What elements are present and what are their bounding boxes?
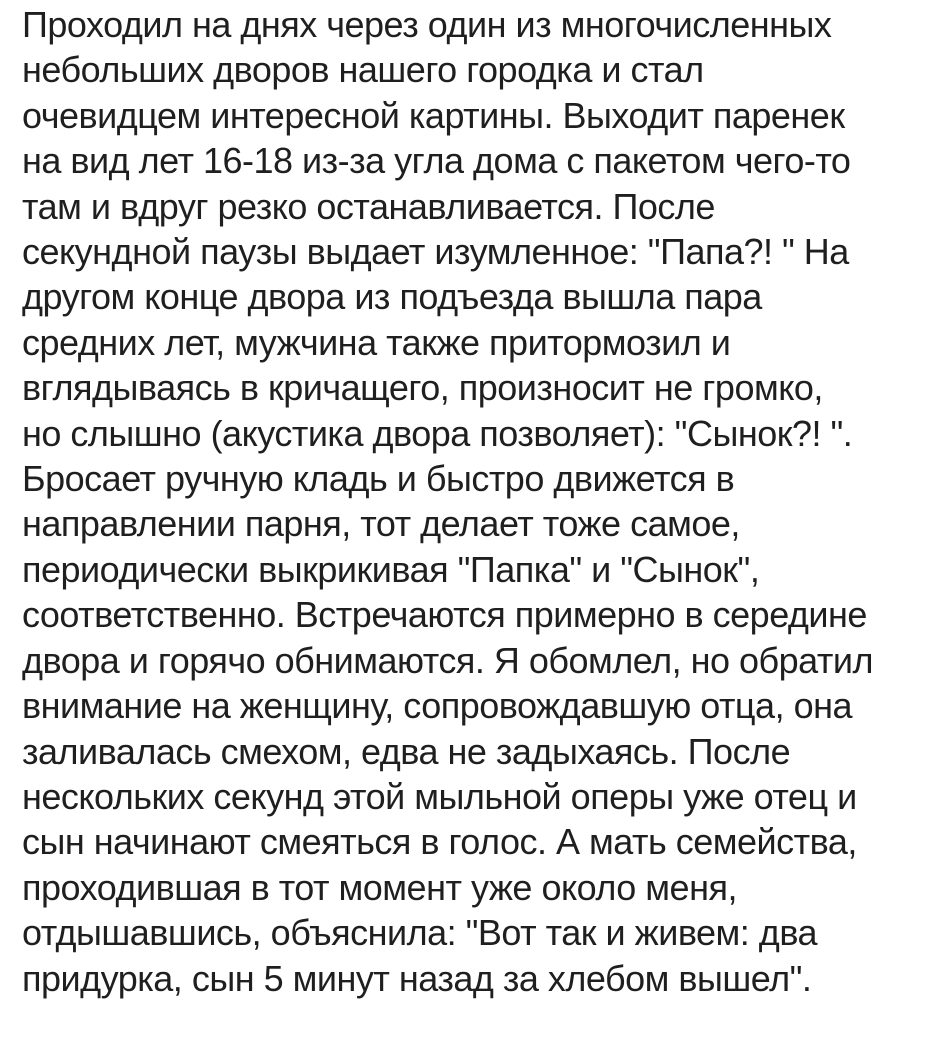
post-text-line: секундной паузы выдает изумленное: "Папа?! " На — [22, 231, 849, 273]
post-text-line: но слышно (акустика двора позволяет): "Сынок?! ". — [22, 412, 853, 454]
post-text-line: заливалась смехом, едва не задыхаясь. После — [22, 730, 791, 772]
post-text-line: придурка, сын 5 минут назад за хлебом вышел". — [22, 957, 812, 999]
post-text-line: очевидцем интересной картины. Выходит паренек — [22, 94, 845, 136]
post-text-line: средних лет, мужчина также притормозил и — [22, 321, 731, 363]
post-text-line: небольших дворов нашего городка и стал — [22, 49, 704, 91]
post-text-line: отдышавшись, объяснила: "Вот так и живем: два — [22, 912, 818, 954]
post-text-line: внимание на женщину, сопровождавшую отца, она — [22, 685, 853, 727]
post-text-line: соответственно. Встречаются примерно в середине — [22, 594, 867, 636]
post-text-line: на вид лет 16-18 из-за угла дома с пакетом чего-то — [22, 140, 851, 182]
post-text-line: направлении парня, тот делает тоже самое, — [22, 503, 740, 545]
post-text-line: сын начинают смеяться в голос. А мать семейства, — [22, 821, 857, 863]
post-text-line: там и вдруг резко останавливается. После — [22, 185, 715, 227]
post-text-line: Проходил на днях через один из многочисленных — [22, 4, 832, 45]
post-text-line: Бросает ручную кладь и быстро движется в — [22, 458, 735, 500]
post-text-line: периодически выкрикивая "Папка" и "Сынок", — [22, 548, 760, 590]
post-text — [22, 0, 932, 1001]
post-text-line: вглядываясь в кричащего, произносит не громко, — [22, 367, 823, 409]
post-text-line: нескольких секунд этой мыльной оперы уже отец и — [22, 775, 857, 817]
post-text-line: другом конце двора из подъезда вышла пара — [22, 276, 762, 318]
post-text-line: проходившая в тот момент уже около меня, — [22, 866, 737, 908]
post-text-line: двора и горячо обнимаются. Я обомлел, но обратил — [22, 639, 874, 681]
